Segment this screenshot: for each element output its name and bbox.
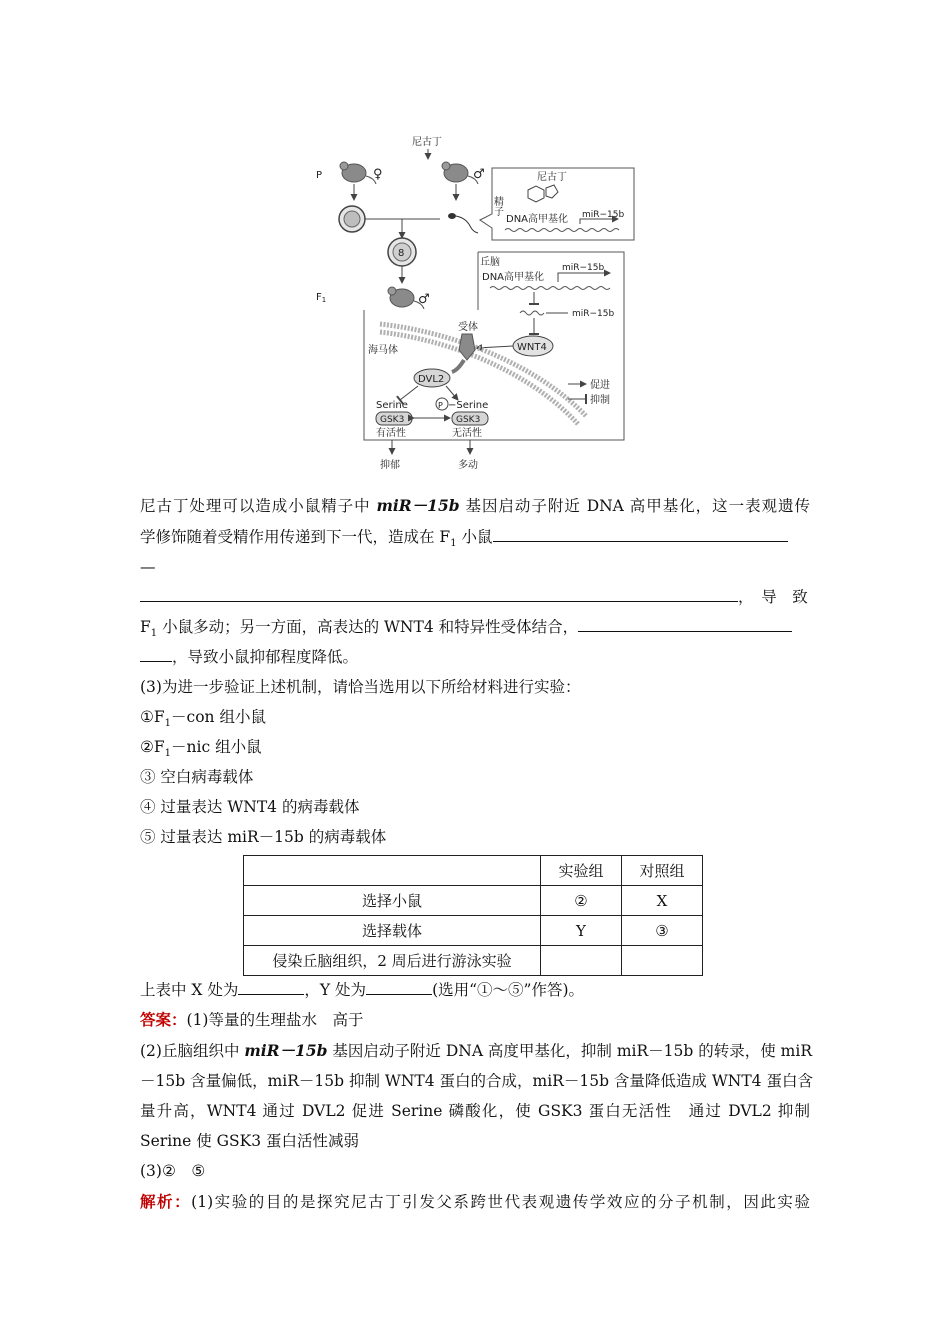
legend-promote: 促进 [590,380,610,391]
mir15b-inset: miR−15b [582,210,625,220]
legend-inhibit: 抑制 [590,395,610,406]
nicotine-top-label: 尼古丁 [412,137,442,148]
zygote-symbol: 8 [398,248,405,259]
para1-line2: 学修饰随着受精作用传递到下一代，造成在 $F_1$ 小鼠 [140,522,810,559]
gsk3-active-label: GSK3 [380,415,405,425]
answer-blank-3[interactable] [578,613,792,632]
hyperactivity-label: 多动 [458,460,478,471]
sperm-icon [448,213,478,233]
nicotine-inset-label: 尼古丁 [537,172,567,183]
hypothalamus-label: 丘脑 [480,257,500,268]
table-cell: Y [541,916,622,946]
p-generation-label: P [316,170,323,181]
answer-line-5: Serine 使 GSK3 蛋白活性减弱 [140,1132,360,1150]
male-symbol-p: ♂ [473,167,485,182]
gsk3-inactive-label: GSK3 [456,415,481,425]
mir15b-promoter: miR−15b [562,263,605,273]
q3-option-3: ③ 空白病毒载体 [140,768,254,786]
table-row [244,886,703,916]
table-row [244,916,703,946]
table-header-cell: 实验组 [541,856,622,886]
para1-line4: ， 导 致 [140,582,810,612]
female-symbol: ♀ [373,167,383,182]
dna-methylation-inset: DNA高甲基化 [506,214,569,225]
male-symbol-f1: ♂ [418,292,430,307]
female-mouse-icon [340,162,376,184]
q3-option-1: $①F_1-con$ 组小鼠 [140,708,266,730]
f1-generation-label: $F_1$ [316,292,327,304]
table-row [244,946,703,976]
q3-option-2: $②F_1-nic$ 组小鼠 [140,738,262,760]
dvl2-label: DVL2 [418,374,445,385]
inactive-label: 无活性 [452,428,482,439]
table-header-cell [244,856,541,886]
analysis-line-1: 解析：(1)实验的目的是探究尼古丁引发父系跨世代表观遗传学效应的分子机制，因此实验 [140,1192,810,1211]
wnt4-label: WNT4 [517,342,547,353]
after-table-line: 上表中 X 处为 ，Y 处为 (选用“①～⑤”作答)。 [140,975,810,1005]
y-blank[interactable] [366,976,432,995]
table-header-cell: 对照组 [622,856,703,886]
answer-line-1: 答案：(1)等量的生理盐水 高于 [140,1010,364,1029]
table-cell: ② [541,886,622,916]
answer-blank-2[interactable] [140,583,738,602]
table-cell: 侵染丘脑组织，2 周后进行游泳实验 [244,946,541,976]
phospho-p-label: P [438,401,443,410]
x-blank[interactable] [238,976,304,995]
table-cell: X [622,886,703,916]
table-header-row [244,856,703,886]
active-label: 有活性 [376,428,406,439]
phospho-serine-label: −Serine [448,400,489,411]
receptor-label: 受体 [458,322,478,333]
mir15b-rna: miR−15b [572,309,615,319]
q3-intro: (3)为进一步验证上述机制，请恰当选用以下所给材料进行实验： [140,678,581,696]
answer-line-3: －15b 含量偏低，miR－15b 抑制 WNT4 蛋白的合成，miR－15b 含量降低造成 WNT4 蛋白含 [140,1072,813,1090]
q3-option-5: ⑤ 过量表达 miR－15b 的病毒载体 [140,828,387,846]
q3-option-4: ④ 过量表达 WNT4 的病毒载体 [140,798,360,816]
answer-line-6: (3)② ⑤ [140,1162,206,1180]
egg-cell-icon [339,206,365,232]
para1-line5: $F_1$ 小鼠多动；另一方面，高表达的 WNT4 和特异性受体结合， [140,612,810,649]
experiment-table [243,855,703,976]
para1-line1: 尼古丁处理可以造成小鼠精子中 miR－15b 基因启动子附近 DNA 高甲基化，这一表观遗传 [140,496,810,515]
answer-line-4: 量升高，WNT4 通过 DVL2 促进 Serine 磷酸化，使 GSK3 蛋白无活性 通过 DVL2 抑制 [140,1102,810,1120]
answer-line-2: (2)丘脑组织中 miR－15b 基因启动子附近 DNA 高度甲基化，抑制 miR－15b 的转录，使 miR [140,1041,813,1060]
table-cell: ③ [622,916,703,946]
table-cell [541,946,622,976]
answer-label: 答案： [140,1010,187,1029]
answer-blank-1[interactable] [493,523,788,542]
answer-blank-3-cont[interactable] [140,643,172,662]
mechanism-diagram [310,128,640,476]
serine-label: Serine [376,400,408,411]
hippocampus-label: 海马体 [368,345,398,356]
sperm-label: 精子 [491,196,503,216]
para1-line3: — [140,558,156,576]
table-cell: 选择载体 [244,916,541,946]
dna-methylation-hypothalamus: DNA高甲基化 [482,272,545,283]
para1-line6: ，导致小鼠抑郁程度降低。 [140,642,810,672]
analysis-label: 解析： [140,1192,192,1211]
depression-label: 抑郁 [380,460,400,471]
table-cell [622,946,703,976]
table-cell: 选择小鼠 [244,886,541,916]
